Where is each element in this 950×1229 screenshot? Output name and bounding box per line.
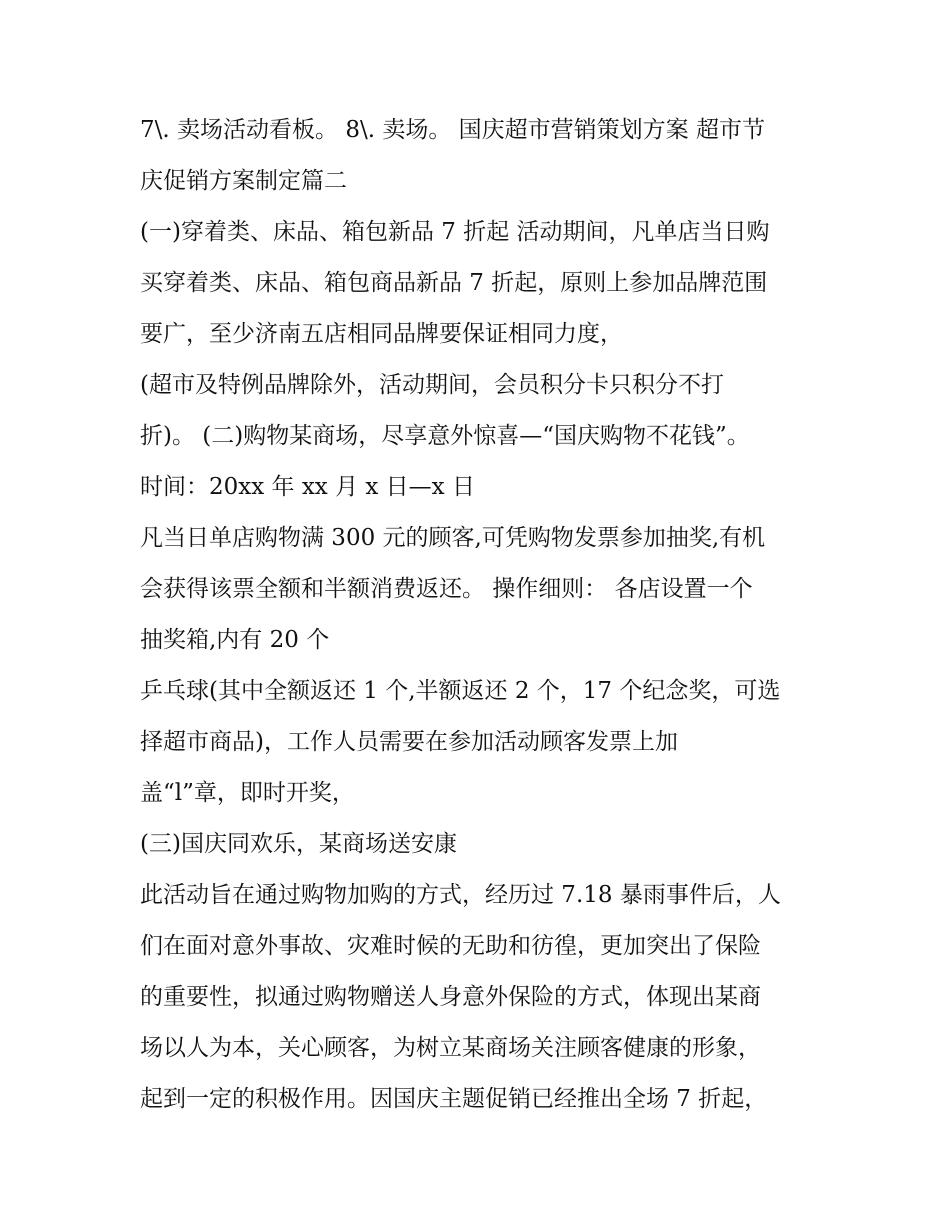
text-line: 庆促销方案制定篇二 <box>140 168 347 194</box>
text-line: (三)国庆同欢乐，某商场送安康 <box>140 831 457 857</box>
text-line: 择超市商品)，工作人员需要在参加活动顾客发票上加 <box>140 729 678 755</box>
text-line: 场以人为本，关心顾客，为树立某商场关注顾客健康的形象， <box>140 1035 761 1061</box>
document-body <box>140 111 820 1131</box>
text-line: 要广，至少济南五店相同品牌要保证相同力度， <box>140 321 623 347</box>
text-line: 7\. 卖场活动看板。 8\. 卖场。 国庆超市营销策划方案 超市节 <box>140 117 765 143</box>
text-line: 会获得该票全额和半额消费返还。 操作细则： 各店设置一个 <box>140 576 753 602</box>
text-line: 的重要性，拟通过购物赠送人身意外保险的方式，体现出某商 <box>140 984 761 1010</box>
text-line: 时间：20xx 年 xx 月 x 日—x 日 <box>140 474 475 500</box>
text-line: (超市及特例品牌除外，活动期间，会员积分卡只积分不打 <box>140 372 724 398</box>
text-line: 此活动旨在通过购物加购的方式，经历过 7.18 暴雨事件后，人 <box>140 882 781 908</box>
text-line: 乒乓球(其中全额返还 1 个,半额返还 2 个，17 个纪念奖，可选 <box>140 678 781 704</box>
text-line: 盖“l”章，即时开奖， <box>140 780 355 806</box>
text-line: 们在面对意外事故、灾难时候的无助和彷徨，更加突出了保险 <box>140 933 761 959</box>
text-line: 折)。 (二)购物某商场，尽享意外惊喜—“国庆购物不花钱”。 <box>140 423 750 449</box>
text-line: (一)穿着类、床品、箱包新品 7 折起 活动期间，凡单店当日购 <box>140 219 770 245</box>
text-line: 抽奖箱,内有 20 个 <box>140 627 330 653</box>
text-line: 凡当日单店购物满 300 元的顾客,可凭购物发票参加抽奖,有机 <box>140 525 766 551</box>
text-line: 起到一定的积极作用。因国庆主题促销已经推出全场 7 折起， <box>140 1086 768 1112</box>
text-line: 买穿着类、床品、箱包商品新品 7 折起，原则上参加品牌范围 <box>140 270 768 296</box>
